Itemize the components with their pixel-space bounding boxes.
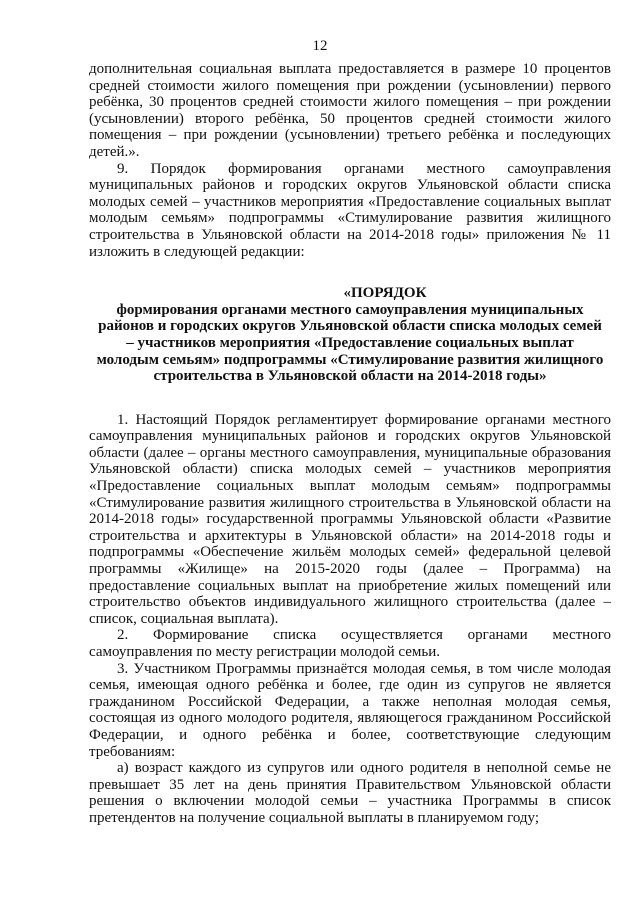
paragraph-continuation: дополнительная социальная выплата предоставляется в размере 10 процентов средней стоимости жилого помещения при рождении (усыновлении) первого ребёнка, 30 процентов средней стоимости жилого помещения – при рождении (усыновлении) второго ребёнка, 50 процентов средней стоимости жилого помещения – при рождении (усыновлении) третьего ребёнка и последующих детей.».: [89, 61, 611, 160]
order-title-block: [89, 285, 611, 385]
paragraph-item-1: 1. Настоящий Порядок регламентирует формирование органами местного самоуправления муниципальных районов и городских округов Ульяновской области (далее – органы местного самоуправления, муниципальные образования Ульяновской области) списка молодых семей – участников мероприятия «Предоставление социальных выплат молодым семьям» подпрограммы «Стимулирование развития жилищного строительства в Ульяновской области на 2014-2018 годы» государственной программы Ульяновской области «Развитие строительства и архитектуры в Ульяновской области» на 2014-2018 годы и подпрограммы «Обеспечение жильём молодых семей» федеральной целевой программы «Жилище» на 2015-2020 годы (далее – Программа) на предоставление социальных выплат на приобретение жилых помещений или строительство объектов индивидуального жилищного строительства (далее – список, социальная выплата).: [89, 411, 611, 627]
paragraph-item-9: 9. Порядок формирования органами местного самоуправления муниципальных районов и городских округов Ульяновской области списка молодых семей – участников мероприятия «Предоставление социальных выплат молодым семьям» подпрограммы «Стимулирование развития жилищного строительства в Ульяновской области на 2014-2018 годы» приложения № 11 изложить в следующей редакции:: [89, 160, 611, 260]
section-spacer: [89, 385, 611, 412]
page-number: 12: [312, 38, 328, 54]
order-heading: «ПОРЯДОК: [343, 285, 427, 302]
paragraph-item-3a: а) возраст каждого из супругов или одного родителя в неполной семье не превышает 35 лет на день принятия Правительством Ульяновской области решения о включении молодой семьи – участника Программы в список претендентов на получение социальной выплаты в планируемом году;: [89, 760, 611, 826]
paragraph-item-3: 3. Участником Программы признаётся молодая семья, в том числе молодая семья, имеющая одного ребёнка и более, где один из супругов не является гражданином Российской Федерации, а также неполная молодая семья, состоящая из одного молодого родителя, являющегося гражданином Российской Федерации, и одного ребёнка и более, соответствующие следующим требованиям:: [89, 660, 611, 760]
order-subtitle: формирования органами местного самоуправления муниципальных районов и городских округов Ульяновской области списка молодых семей – участников мероприятия «Предоставление социальных выплат молодым семьям» подпрограммы «Стимулирование развития жилищного строительства в Ульяновской области на 2014-2018 годы»: [96, 301, 604, 385]
paragraph-item-2: 2. Формирование списка осуществляется органами местного самоуправления по месту регистрации молодой семьи.: [89, 627, 611, 660]
document-body: [89, 61, 611, 827]
